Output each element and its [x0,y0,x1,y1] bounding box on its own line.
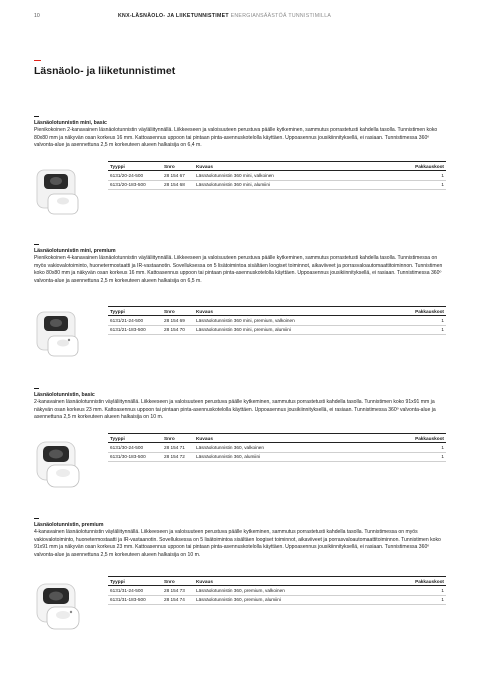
section-marker [34,116,39,117]
column-header: Pakkauskoot [358,577,446,586]
section-marker [34,388,39,389]
page-header [34,13,446,23]
table-row [108,180,446,190]
table-header-row [108,307,446,316]
section-title: Läsnäolotunnistin, basic [34,392,95,398]
column-header: Tyyppi [108,162,162,171]
column-header: Tyyppi [108,577,162,586]
cell-description: Läsnäolotunnistin 360 mini, valkoinen [194,171,358,181]
cell-pack: 1 [358,443,446,453]
section-description: Pienikokoinen 4-kanavainen läsnäolotunnistin väyläliitynnällä. Liikkeeseen ja valoisuuteen perustuva päälle kytkeminen, sammutus porrastetusti kahdella tasolla. Tunnistimessa on myös vakiovalotoiminto, huonetermostaatti ja IR-vastaanotin. Sovelluksessa on 5 lisätoimintoa sisältäen loogiset toiminnot, aikaviiveet ja porrasvaloautomaattitoiminnon. Tunnistimen koko 80x80 mm ja näkyvän osan korkeus 16 mm. Kattoasennus uppoon tai pintaan pinta-asennuskotelolla käyttäen. Uppoasennus jousikiinnityksellä, ei rasiaan. Tunnistimessa 360º valvonta-alue ja asennettuna 2,5 m korkeuteen alueen halkaisija on 6,5 m. [34,255,443,284]
page-number: 10 [34,13,40,19]
column-header: Snro [162,577,194,586]
cell-pack: 1 [358,171,446,181]
section-title: Läsnäolotunnistin mini, premium [34,248,116,254]
cell-type: 6131/30-183-500 [108,452,162,462]
cell-type: 6131/31-183-500 [108,595,162,605]
cell-description: Läsnäolotunnistin 360 mini, premium, valkoinen [194,316,358,326]
cell-type: 6131/30-24-500 [108,443,162,453]
table-row [108,586,446,596]
column-header: Snro [162,162,194,171]
column-header: Kuvaus [194,307,358,316]
cell-snro: 28 154 73 [162,586,194,596]
cell-snro: 28 154 70 [162,325,194,335]
section-description: Pienikokoinen 2-kanavainen läsnäolotunnistin väyläliitynnällä. Liikkeeseen ja valoisuuteen perustuva päälle kytkeminen, sammutus porrastetusti kahdella tasolla. Tunnistimen koko 80x80 mm ja näkyvän osan korkeus 16 mm. Kattoasennus uppoon tai pintaan pinta-asennuskotelolla käyttäen. Uppoasennus jousikiinnityksellä, ei rasiaan. Tunnistimessa 360º valvonta-alue ja asennettuna 2,5 m korkeuteen alueen halkaisija on 6,4 m. [34,127,438,149]
cell-pack: 1 [358,452,446,462]
product-table [108,306,446,335]
cell-snro: 28 154 74 [162,595,194,605]
cell-description: Läsnäolotunnistin 360, premium, alumiini [194,595,358,605]
section-description: 2-kanavainen läsnäolotunnistin väyläliitynnällä. Liikkeeseen ja valoisuuteen perustuva päälle kytkeminen, sammutus porrastetusti kahdella tasolla. Tunnistimen koko 91x91 mm ja näkyvän osan korkeus 23 mm. Kattoasennus uppoon tai pintaan pinta-asennuskotelolla käyttäen. Uppoasennus jousikiinnityksellä, ei rasiaan. Tunnistimessa 360º valvonta-alue ja asennettuna 2,5 m korkeuteen alueen halkaisija on 10 m. [34,399,436,421]
column-header: Snro [162,307,194,316]
cell-description: Läsnäolotunnistin 360 mini, premium, alumiini [194,325,358,335]
cell-snro: 28 154 67 [162,171,194,181]
table-header-row [108,434,446,443]
cell-pack: 1 [358,316,446,326]
product-image-basic [34,440,82,490]
cell-pack: 1 [358,325,446,335]
cell-description: Läsnäolotunnistin 360, valkoinen [194,443,358,453]
cell-snro: 28 154 69 [162,316,194,326]
product-table [108,576,446,605]
column-header: Pakkauskoot [358,434,446,443]
product-table [108,433,446,462]
table-header-row [108,577,446,586]
main-title: Läsnäolo- ja liiketunnistimet [34,65,176,77]
cell-type: 6131/20-24-500 [108,171,162,181]
cell-pack: 1 [358,586,446,596]
column-header: Tyyppi [108,434,162,443]
table-row [108,595,446,605]
section-title: Läsnäolotunnistin, premium [34,522,104,528]
cell-type: 6131/20-183-500 [108,180,162,190]
column-header: Snro [162,434,194,443]
cell-type: 6131/21-183-500 [108,325,162,335]
header-subtitle: ENERGIANSÄÄSTÖÄ TUNNISTIMILLA [230,13,332,19]
section-description: 4-kanavainen läsnäolotunnistin väyläliitynnällä. Liikkeeseen ja valoisuuteen perustuva päälle kytkeminen, sammutus porrastetusti kahdella tasolla. Tunnistimessa on myös vakiovalotoiminto, huonetermostaatti ja IR-vastaanotin. Sovelluksessa on 5 lisätoimintoa sisältäen loogiset toiminnot, aikaviiveet ja porrasvaloautomaattitoiminnon. Tunnistimen koko 91x91 mm ja näkyvän osan korkeus 23 mm. Kattoasennus uppoon tai pintaan pinta-asennuskotelolla käyttäen. Uppoasennus jousikiinnityksellä, ei rasiaan. Tunnistimessa 360º valvonta-alue ja asennettuna 2,5 m korkeuteen alueen halkaisija on 10 m. [34,529,441,558]
cell-type: 6131/31-24-500 [108,586,162,596]
header-title [118,13,331,19]
table-row [108,325,446,335]
cell-description: Läsnäolotunnistin 360, alumiini [194,452,358,462]
cell-snro: 28 154 68 [162,180,194,190]
cell-description: Läsnäolotunnistin 360, premium, valkoinen [194,586,358,596]
cell-pack: 1 [358,180,446,190]
cell-pack: 1 [358,595,446,605]
product-image-premium [34,582,82,632]
table-row [108,443,446,453]
column-header: Kuvaus [194,577,358,586]
accent-bar [34,60,41,61]
table-header-row [108,162,446,171]
column-header: Kuvaus [194,162,358,171]
column-header: Pakkauskoot [358,307,446,316]
cell-snro: 28 154 71 [162,443,194,453]
column-header: Tyyppi [108,307,162,316]
product-image-mini-premium [34,310,82,360]
section-title: Läsnäolotunnistin mini, basic [34,120,107,126]
cell-snro: 28 154 72 [162,452,194,462]
section-marker [34,244,39,245]
table-row [108,171,446,181]
section-marker [34,518,39,519]
table-row [108,316,446,326]
product-image-mini-basic [34,168,82,218]
product-table [108,161,446,190]
cell-description: Läsnäolotunnistin 360 mini, alumiini [194,180,358,190]
column-header: Kuvaus [194,434,358,443]
table-row [108,452,446,462]
cell-type: 6131/21-24-500 [108,316,162,326]
header-title-text: KNX-LÄSNÄOLO- JA LIIKETUNNISTIMET [118,13,229,19]
column-header: Pakkauskoot [358,162,446,171]
